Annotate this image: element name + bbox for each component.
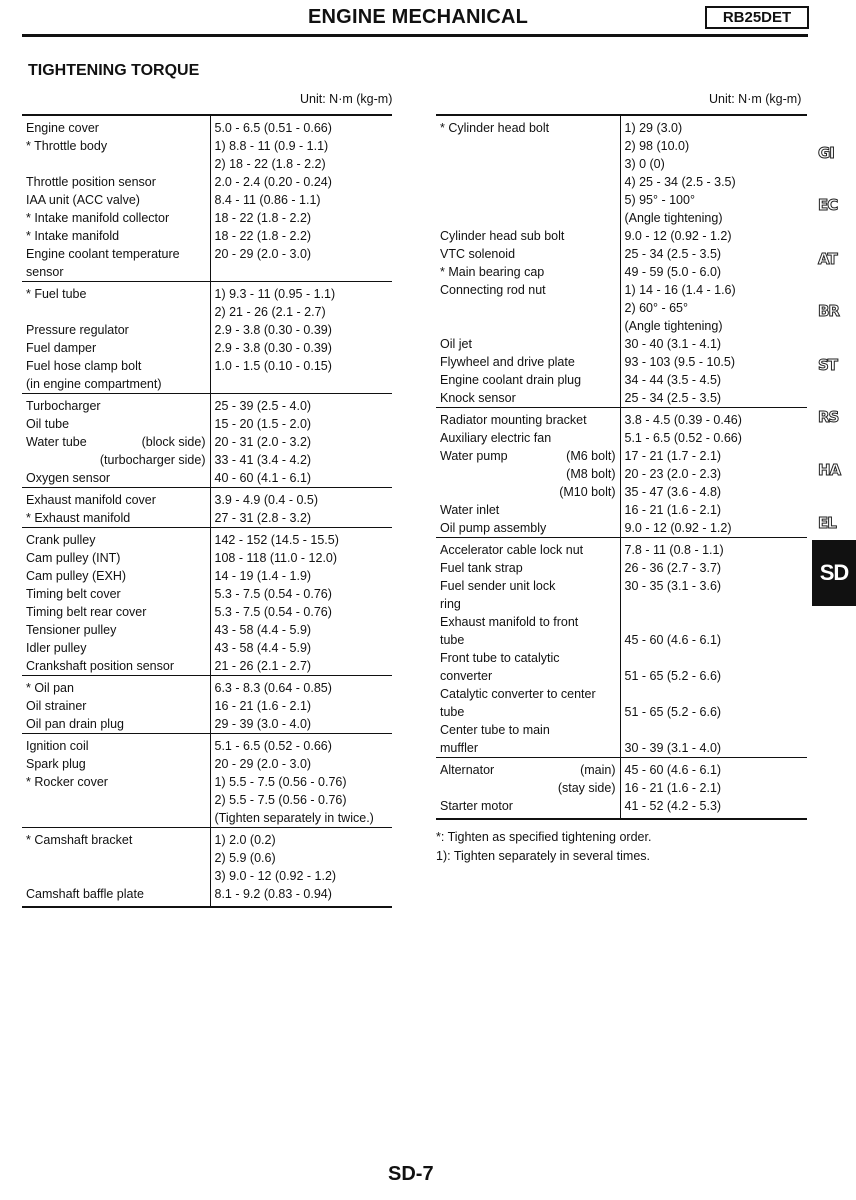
table-row [22,621,392,639]
torque-cell: 21 - 26 (2.1 - 2.7) [214,659,312,673]
item-cell: (M8 bolt) [436,465,620,483]
table-row [436,389,807,408]
table-row [22,339,392,357]
item-cell: Turbocharger [22,394,210,416]
torque-cell: 41 - 52 (4.2 - 5.3) [620,797,807,819]
torque-cell: 2) 98 (10.0) [624,139,690,153]
torque-cell: (Tighten separately in twice.) [214,811,374,825]
torque-cell: 51 - 65 (5.2 - 6.6) [624,669,722,683]
item-cell: Center tube to main [436,721,620,739]
item-cell: Accelerator cable lock nut [436,538,620,560]
table-row [22,697,392,715]
table-row [436,631,807,649]
table-row [22,263,392,282]
engine-code-badge: RB25DET [705,6,809,29]
table-row [436,137,807,155]
item-cell: Oil pump assembly [436,519,620,538]
item-cell: Fuel damper [22,339,210,357]
table-row [436,173,807,191]
item-cell: Idler pulley [22,639,210,657]
item-cell: ring [436,595,620,613]
torque-cell: 15 - 20 (1.5 - 2.0) [214,417,312,431]
torque-cell [620,595,807,613]
item-cell: Ignition coil [22,734,210,756]
torque-cell: 2) 5.5 - 7.5 (0.56 - 0.76) [214,793,347,807]
item-cell: Exhaust manifold to front [436,613,620,631]
side-tab-el[interactable]: EL [818,514,836,532]
item-cell: Tensioner pulley [22,621,210,639]
item-cell [436,299,620,317]
item-cell: Flywheel and drive plate [436,353,620,371]
item-cell: converter [436,667,620,685]
item-cell: tube [436,703,620,721]
item-cell: (in engine compartment) [22,375,210,394]
table-row [436,115,807,137]
torque-cell [620,613,807,631]
item-cell: IAA unit (ACC valve) [22,191,210,209]
torque-cell: 3.8 - 4.5 (0.39 - 0.46) [620,408,807,430]
page-number: SD-7 [388,1163,434,1185]
item-cell: Fuel tank strap [436,559,620,577]
table-row [436,577,807,595]
torque-cell: 5.1 - 6.5 (0.52 - 0.66) [210,734,392,756]
table-row [22,791,392,809]
item-cell: (stay side) [436,779,620,797]
table-row [436,758,807,780]
item-cell: * Throttle body [22,137,210,155]
table-row [436,335,807,353]
item-cell: Crank pulley [22,528,210,550]
torque-cell: 5.3 - 7.5 (0.54 - 0.76) [214,605,332,619]
table-row [436,209,807,227]
torque-cell: 1.0 - 1.5 (0.10 - 0.15) [214,359,332,373]
item-cell: Fuel sender unit lock [436,577,620,595]
torque-cell: 7.8 - 11 (0.8 - 1.1) [620,538,807,560]
item-cell [22,809,210,828]
item-cell: Cam pulley (INT) [22,549,210,567]
table-row [22,155,392,173]
table-row [22,115,392,137]
side-tab-gi[interactable]: GI [818,144,834,162]
torque-cell: (Angle tightening) [624,211,723,225]
table-row [436,559,807,577]
item-cell [436,137,620,155]
item-cell: Engine coolant temperature [22,245,210,263]
torque-cell: 26 - 36 (2.7 - 3.7) [624,561,722,575]
item-cell [436,173,620,191]
table-row [22,357,392,375]
item-cell: * Oil pan [22,676,210,698]
right-torque-table [436,114,807,820]
item-cell: Water tube (block side) [22,433,210,451]
section-title: TIGHTENING TORQUE [28,62,200,79]
torque-cell: 20 - 31 (2.0 - 3.2) [214,435,312,449]
table-row [22,191,392,209]
torque-cell: 43 - 58 (4.4 - 5.9) [214,623,312,637]
table-row [436,353,807,371]
item-cell: Oil pan drain plug [22,715,210,734]
item-cell: Crankshaft position sensor [22,657,210,676]
torque-cell: 45 - 60 (4.6 - 6.1) [624,633,722,647]
torque-cell: 93 - 103 (9.5 - 10.5) [624,355,735,369]
table-row [436,501,807,519]
item-cell: Timing belt rear cover [22,603,210,621]
item-cell: Oil strainer [22,697,210,715]
torque-cell [620,685,807,703]
note-line: *: Tighten as specified tightening order. [436,830,652,844]
table-row [436,613,807,631]
table-row [22,549,392,567]
table-row [22,321,392,339]
table-row [22,773,392,791]
table-row [22,245,392,263]
table-row [22,509,392,528]
item-cell: Cam pulley (EXH) [22,567,210,585]
side-tab-ec[interactable]: EC [818,196,838,214]
item-cell: Fuel hose clamp bolt [22,357,210,375]
item-cell: * Camshaft bracket [22,828,210,850]
table-row [22,809,392,828]
item-cell: * Main bearing cap [436,263,620,281]
item-cell: * Exhaust manifold [22,509,210,528]
torque-cell: 6.3 - 8.3 (0.64 - 0.85) [210,676,392,698]
table-row [436,245,807,263]
table-row [436,649,807,667]
torque-cell: 2.9 - 3.8 (0.30 - 0.39) [214,323,332,337]
item-cell: Water inlet [436,501,620,519]
table-row [436,465,807,483]
torque-cell: 30 - 35 (3.1 - 3.6) [624,579,722,593]
table-row [22,469,392,488]
torque-cell: 1) 14 - 16 (1.4 - 1.6) [624,283,736,297]
item-cell: Radiator mounting bracket [436,408,620,430]
table-row [436,447,807,465]
side-tab-rs[interactable]: RS [818,408,839,426]
torque-cell: 9.0 - 12 (0.92 - 1.2) [624,521,732,535]
header-rule [22,34,808,37]
table-row [436,595,807,613]
table-row [436,538,807,560]
item-cell [22,867,210,885]
item-cell: * Cylinder head bolt [436,115,620,137]
table-row [22,867,392,885]
torque-cell: 1) 5.5 - 7.5 (0.56 - 0.76) [214,775,347,789]
table-row [436,667,807,685]
torque-cell: 17 - 21 (1.7 - 2.1) [624,449,722,463]
torque-cell [620,721,807,739]
torque-cell: 20 - 23 (2.0 - 2.3) [624,467,722,481]
side-tab-sd-active[interactable]: SD [812,540,856,606]
left-torque-table [22,114,392,908]
table-row [22,394,392,416]
torque-cell: 8.4 - 11 (0.86 - 1.1) [214,193,321,207]
side-tab-ha[interactable]: HA [818,461,841,479]
torque-cell: 14 - 19 (1.4 - 1.9) [214,569,312,583]
table-row [22,209,392,227]
item-cell [22,849,210,867]
table-row [22,451,392,469]
item-cell: Starter motor [436,797,620,819]
torque-cell: 9.0 - 12 (0.92 - 1.2) [624,229,732,243]
item-cell: Alternator (main) [436,758,620,780]
torque-cell: 16 - 21 (1.6 - 2.1) [624,781,722,795]
torque-cell: 4) 25 - 34 (2.5 - 3.5) [624,175,736,189]
torque-cell: 2) 5.9 (0.6) [214,851,276,865]
table-row [22,676,392,698]
torque-cell: 34 - 44 (3.5 - 4.5) [624,373,722,387]
torque-cell: 1) 2.0 (0.2) [210,828,392,850]
table-row [22,755,392,773]
torque-cell: 18 - 22 (1.8 - 2.2) [214,211,312,225]
table-row [22,715,392,734]
item-cell: Connecting rod nut [436,281,620,299]
item-cell: * Fuel tube [22,282,210,304]
table-row [436,797,807,819]
torque-cell: 25 - 34 (2.5 - 3.5) [624,391,722,405]
torque-cell: 30 - 39 (3.1 - 4.0) [624,741,722,755]
table-row [436,227,807,245]
left-unit-label: Unit: N·m (kg-m) [300,92,393,106]
item-cell: Cylinder head sub bolt [436,227,620,245]
note-line: 1): Tighten separately in several times. [436,849,650,863]
item-cell: VTC solenoid [436,245,620,263]
table-row [436,317,807,335]
table-row [22,567,392,585]
item-cell: (turbocharger side) [22,451,210,469]
table-row [22,849,392,867]
item-cell [22,303,210,321]
table-row [22,828,392,850]
torque-cell: 1) 29 (3.0) [620,115,807,137]
item-cell: Throttle position sensor [22,173,210,191]
torque-cell: 2) 60° - 65° [624,301,689,315]
table-row [22,173,392,191]
table-row [436,191,807,209]
table-row [22,415,392,433]
table-row [22,227,392,245]
torque-cell: 33 - 41 (3.4 - 4.2) [214,453,312,467]
item-cell [436,317,620,335]
side-tab-st[interactable]: ST [818,356,838,374]
side-tab-br[interactable]: BR [818,302,839,320]
item-cell: Engine cover [22,115,210,137]
item-cell: sensor [22,263,210,282]
torque-cell: 108 - 118 (11.0 - 12.0) [214,551,338,565]
torque-cell: 18 - 22 (1.8 - 2.2) [214,229,312,243]
torque-cell: 20 - 29 (2.0 - 3.0) [214,757,312,771]
table-row [436,281,807,299]
item-cell: Engine coolant drain plug [436,371,620,389]
torque-cell [620,649,807,667]
table-row [22,528,392,550]
item-cell: Camshaft baffle plate [22,885,210,907]
item-cell: Catalytic converter to center [436,685,620,703]
table-row [22,885,392,907]
table-row [22,639,392,657]
table-row [22,375,392,394]
torque-cell: 49 - 59 (5.0 - 6.0) [624,265,722,279]
table-row [436,263,807,281]
torque-cell: 35 - 47 (3.6 - 4.8) [624,485,722,499]
torque-cell: 25 - 39 (2.5 - 4.0) [210,394,392,416]
table-row [436,721,807,739]
table-row [22,603,392,621]
item-cell [436,191,620,209]
item-cell: Exhaust manifold cover [22,488,210,510]
right-unit-label: Unit: N·m (kg-m) [709,92,802,106]
notes [436,828,651,866]
torque-cell: 16 - 21 (1.6 - 2.1) [214,699,312,713]
torque-cell: 142 - 152 (14.5 - 15.5) [210,528,392,550]
side-tab-at[interactable]: AT [818,250,837,268]
item-cell: Timing belt cover [22,585,210,603]
item-cell: (M10 bolt) [436,483,620,501]
table-row [436,739,807,758]
torque-cell: 2) 21 - 26 (2.1 - 2.7) [214,305,326,319]
table-row [436,703,807,721]
torque-cell: 3) 9.0 - 12 (0.92 - 1.2) [214,869,337,883]
table-row [436,371,807,389]
torque-cell: 5) 95° - 100° [624,193,695,207]
table-row [436,299,807,317]
item-cell: Oil tube [22,415,210,433]
torque-cell: 3) 0 (0) [624,157,665,171]
item-cell: muffler [436,739,620,758]
torque-cell: 40 - 60 (4.1 - 6.1) [214,471,312,485]
torque-cell: 2) 18 - 22 (1.8 - 2.2) [214,157,326,171]
torque-cell: 30 - 40 (3.1 - 4.1) [624,337,722,351]
torque-cell: 3.9 - 4.9 (0.4 - 0.5) [210,488,392,510]
item-cell: Knock sensor [436,389,620,408]
torque-cell: 43 - 58 (4.4 - 5.9) [214,641,312,655]
item-cell [436,209,620,227]
item-cell: Oxygen sensor [22,469,210,488]
torque-cell [210,263,392,282]
item-cell: Spark plug [22,755,210,773]
torque-cell: 8.1 - 9.2 (0.83 - 0.94) [210,885,392,907]
table-row [22,657,392,676]
table-row [436,685,807,703]
torque-cell: 1) 8.8 - 11 (0.9 - 1.1) [214,139,329,153]
torque-cell: 2.0 - 2.4 (0.20 - 0.24) [214,175,332,189]
item-cell [436,155,620,173]
item-cell: * Intake manifold [22,227,210,245]
item-cell: Front tube to catalytic [436,649,620,667]
torque-cell: 25 - 34 (2.5 - 3.5) [624,247,722,261]
table-row [22,433,392,451]
torque-cell: 5.0 - 6.5 (0.51 - 0.66) [210,115,392,137]
torque-cell: 29 - 39 (3.0 - 4.0) [214,717,312,731]
item-cell [22,791,210,809]
table-row [22,488,392,510]
torque-cell: 20 - 29 (2.0 - 3.0) [214,247,312,261]
item-cell: Oil jet [436,335,620,353]
item-cell: tube [436,631,620,649]
torque-cell: 16 - 21 (1.6 - 2.1) [624,503,722,517]
item-cell: Water pump (M6 bolt) [436,447,620,465]
table-row [436,429,807,447]
table-row [22,734,392,756]
table-row [22,585,392,603]
torque-cell: 45 - 60 (4.6 - 6.1) [620,758,807,780]
item-cell [22,155,210,173]
torque-cell: 5.3 - 7.5 (0.54 - 0.76) [214,587,332,601]
item-cell: Pressure regulator [22,321,210,339]
table-row [436,519,807,538]
table-row [436,483,807,501]
table-row [436,779,807,797]
table-row [436,155,807,173]
torque-cell: 5.1 - 6.5 (0.52 - 0.66) [624,431,742,445]
table-row [22,282,392,304]
torque-cell: 27 - 31 (2.8 - 3.2) [214,511,312,525]
torque-cell: 51 - 65 (5.2 - 6.6) [624,705,722,719]
torque-cell: (Angle tightening) [624,319,723,333]
page-header-title: ENGINE MECHANICAL [308,6,529,28]
torque-cell [210,375,392,394]
torque-cell: 2.9 - 3.8 (0.30 - 0.39) [214,341,332,355]
table-row [22,303,392,321]
table-row [436,408,807,430]
item-cell: * Rocker cover [22,773,210,791]
item-cell: * Intake manifold collector [22,209,210,227]
item-cell: Auxiliary electric fan [436,429,620,447]
torque-cell: 1) 9.3 - 11 (0.95 - 1.1) [210,282,392,304]
table-row [22,137,392,155]
